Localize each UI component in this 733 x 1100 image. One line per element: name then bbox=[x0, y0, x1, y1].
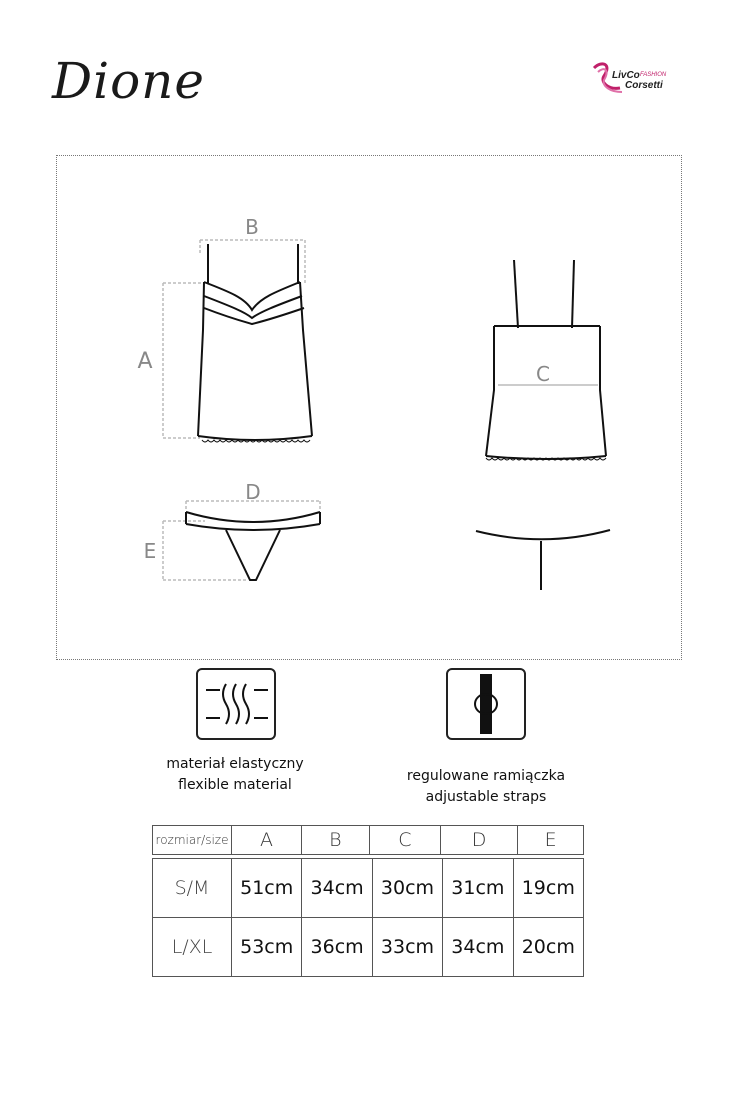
feature-caption-straps bbox=[376, 766, 596, 808]
size-table-col-b: B bbox=[302, 826, 370, 855]
measure-cell: 19cm bbox=[513, 859, 583, 918]
measurement-guides-front bbox=[163, 240, 305, 438]
elastic-material-icon bbox=[196, 668, 276, 740]
label-b: B bbox=[245, 215, 259, 239]
size-cell: L/XL bbox=[153, 918, 232, 977]
size-table-header bbox=[152, 825, 584, 855]
measure-cell: 20cm bbox=[513, 918, 583, 977]
thong-back-drawing bbox=[476, 530, 610, 590]
measure-cell: 36cm bbox=[302, 918, 372, 977]
label-a: A bbox=[137, 349, 153, 374]
feature-text-elastic-pl: materiał elastyczny bbox=[166, 756, 304, 772]
adjustable-strap-icon bbox=[446, 668, 526, 740]
measure-cell: 30cm bbox=[372, 859, 442, 918]
measure-cell: 33cm bbox=[372, 918, 442, 977]
measure-cell: 51cm bbox=[232, 859, 302, 918]
size-table bbox=[152, 858, 584, 977]
size-table-col-d: D bbox=[440, 826, 517, 855]
feature-text-elastic-en: flexible material bbox=[178, 777, 292, 793]
table-row bbox=[153, 859, 584, 918]
thong-front-drawing bbox=[186, 512, 320, 580]
measure-cell: 53cm bbox=[232, 918, 302, 977]
size-table-col-e: E bbox=[518, 826, 584, 855]
table-row bbox=[153, 918, 584, 977]
measure-cell: 34cm bbox=[443, 918, 513, 977]
label-c: C bbox=[536, 362, 550, 386]
size-table-col-c: C bbox=[369, 826, 440, 855]
measure-cell: 34cm bbox=[302, 859, 372, 918]
size-table-col-a: A bbox=[232, 826, 302, 855]
measure-cell: 31cm bbox=[443, 859, 513, 918]
size-table-corner-label: rozmiar/size bbox=[153, 826, 232, 855]
page-title: Dione bbox=[52, 52, 205, 110]
size-cell: S/M bbox=[153, 859, 232, 918]
label-e: E bbox=[143, 539, 157, 563]
chemise-back-drawing bbox=[486, 260, 606, 459]
feature-caption-elastic bbox=[140, 754, 330, 796]
logo-text-livco: LivCo bbox=[612, 70, 640, 81]
feature-text-straps-pl: regulowane ramiączka bbox=[406, 768, 566, 784]
chemise-front-drawing bbox=[198, 244, 312, 440]
logo-text-corsetti: Corsetti bbox=[625, 80, 663, 91]
feature-text-straps-en: adjustable straps bbox=[425, 789, 547, 805]
chemise-lace-trim bbox=[202, 440, 310, 442]
logo-text-fashion: FASHION bbox=[640, 72, 667, 78]
label-d: D bbox=[245, 480, 261, 504]
